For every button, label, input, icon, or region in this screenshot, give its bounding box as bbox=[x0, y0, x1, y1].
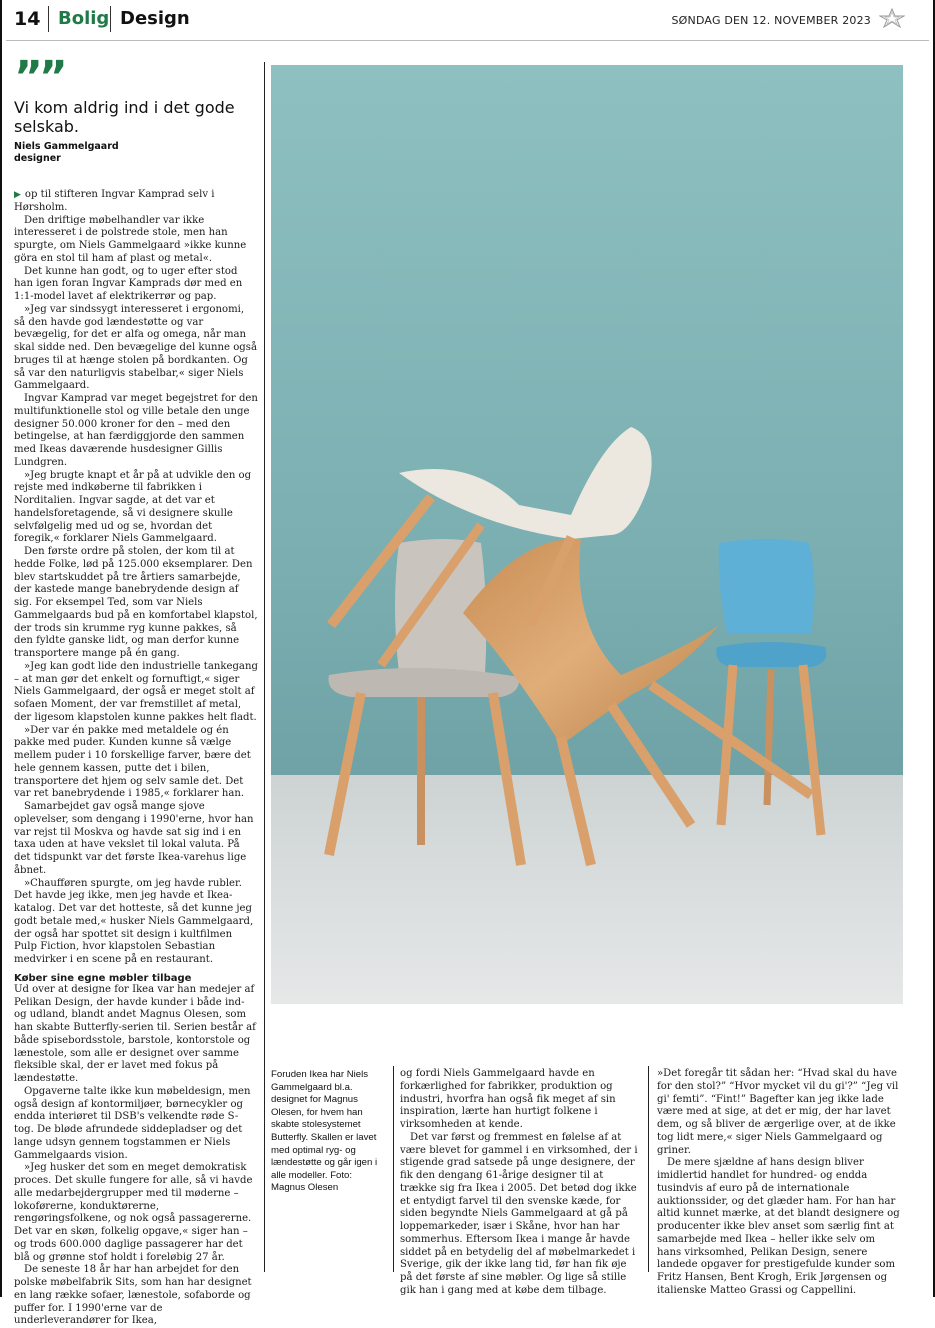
paragraph: Det var først og fremmest en følelse af at være blevet for gammel i en virksomhed, der i stigende grad satsede på unge designere, der fik den dengang 61-årige designer til at trække sig fra Ikea i 2005. Det betød dog ikke et entydigt farvel til den svenske kæde, for siden begyndte Niels Gammelgaard at gå på loppemarkeder, især i Skåne, hvor han har sommerhus. Eftersom Ikea i mange år havde siddet på en betydelig del af møbelmarkedet i Sverige, gik der ikke lang tid, før han fik øje på det første af sine møbler. Og lige så stille gik han i gang med at købe dem tilbage. bbox=[400, 1131, 638, 1296]
pull-quote-text: Vi kom aldrig ind i det gode selskab. bbox=[14, 98, 235, 136]
paragraph: Den driftige møbelhandler var ikke interesseret i de polstrede stole, men han spurgte, om Niels Gammelgaard »ikke kunne göra en stol til ham af plast og metal«. bbox=[14, 214, 247, 264]
paragraph: Opgaverne talte ikke kun møbeldesign, men også design af kontormiljøer, børnecykler og endda interiøret til DSB's velkendte røde S-tog. De bløde afrundede siddepladser og det lange udsyn gennem togstammen er Niels Gammelgaards vision. bbox=[14, 1085, 251, 1161]
paragraph: »Jeg husker det som en meget demokratisk proces. Det skulle fungere for alle, så vi havde alle medarbejdergrupper med til møderne – lokoførerne, konduktørerne, rengøringsfolkene, og nok også passagererne. Det var en skøn, folkelig opgave,« siger han – og trods 600.000 daglige passagerer har det blå og grønne stof holdt i foreløbig 27 år. bbox=[14, 1162, 253, 1263]
paragraph: De mere sjældne af hans design bliver imidlertid handlet for hundred- og endda tusindvis af euro på de internationale auktionssider, og det glæder ham. For han har altid kunnet mærke, at det blandt designere og producenter ikke blev anset som særlig fint at samarbejde med Ikea – heller ikke selv om hans virksomhed, Pelikan Design, senere landede opgaver for prestigefulde kunder som Fritz Hansen, Bent Krogh, Erik Jørgensen og italienske Matteo Grassi og Cappellini. bbox=[657, 1157, 900, 1296]
left-column bbox=[14, 52, 258, 1328]
quote-mark: ”” bbox=[14, 52, 64, 103]
column-divider bbox=[393, 1066, 394, 1272]
paragraph: ▶ op til stifteren Ingvar Kamprad selv i Hørsholm. bbox=[14, 189, 215, 213]
column-divider bbox=[648, 1066, 649, 1272]
dateline: SØNDAG DEN 12. NOVEMBER 2023 bbox=[671, 14, 871, 27]
paragraph: Ingvar Kamprad var meget begejstret for den multifunktionelle stol og ville betale den unge designer 50.000 kroner for den – med den betingelse, at han færdiggjorde den sammen med Ikeas daværende husdesigner Gillis Lundgren. bbox=[14, 393, 258, 468]
column-3 bbox=[400, 1068, 642, 1298]
paragraph: Ud over at designe for Ikea var han medejer af Pelikan Design, der havde kunder i både ind- og udland, blandt andet Magnus Olesen, som han skabte Butterfly-serien til. Serien består af både spisebordsstole, barstole, kontorstole og lænestole, som alle er designet over samme fleksible skal, der er lavet med fokus på lændestøtte. bbox=[14, 983, 256, 1084]
paragraph: Samarbejdet gav også mange sjove oplevelser, som dengang i 1990'erne, hvor han var rejst til Moskva og havde sat sig ind i en taxa uden at have vekslet til lokal valuta. På det tidspunkt var det første Ikea-varehus lige åbnet. bbox=[14, 801, 254, 876]
header-rule bbox=[6, 40, 929, 41]
chairs-photo bbox=[271, 65, 903, 1004]
photo-caption: Foruden Ikea har Niels Gammelgaard bl.a. designet for Magnus Olesen, for hvem han skabte stolesystemet Butterfly. Skallen er lavet med optimal ryg- og lændestøtte og går igen i alle modeller. Foto: Magnus Olesen bbox=[271, 1069, 378, 1194]
paragraph: De seneste 18 år har han arbejdet for den polske møbelfabrik Sits, som han har designet en lang række sofaer, lænestole, sofaborde og puffer for. I 1990'erne var de underleverandører for Ikea, bbox=[14, 1264, 252, 1327]
pull-quote-role: designer bbox=[14, 153, 61, 164]
paragraph: og fordi Niels Gammelgaard havde en forkærlighed for fabrikker, produktion og industri, hvorfra han også fik meget af sin inspiration, lærte han hurtigt folkene i virksomheden at kende. bbox=[400, 1068, 616, 1130]
paragraph: Det kunne han godt, og to uger efter stod han igen foran Ingvar Kamprads dør med en 1:1-model lavet af elektrikerrør og pap. bbox=[14, 265, 243, 302]
subsection-label: Design bbox=[120, 8, 190, 29]
page-border-left bbox=[0, 0, 2, 1297]
header-divider bbox=[110, 6, 111, 32]
paragraph: »Chaufføren spurgte, om jeg havde rubler. Det havde jeg ikke, men jeg havde et Ikea-katalog. Det var det hotteste, så det kunne jeg godt betale med,« husker Niels Gammelgaard, der også har spottet sit design i kultfilmen Pulp Fiction, hvor klapstolen Sebastian medvirker i en scene på en restaurant. bbox=[14, 877, 254, 965]
continuation-arrow-icon: ▶ bbox=[14, 190, 21, 200]
star-logo-icon bbox=[879, 8, 905, 28]
paragraph: Den første ordre på stolen, der kom til at hedde Folke, lød på 125.000 eksemplarer. Den blev startskuddet på tre årtiers samarbejde, der kastede mange banebrydende design af sig. For eksempel Ted, som var Niels Gammelgaards bud på en komfortabel klapstol, der trods sin krumme ryg kunne pakkes, så den fyldte ganske lidt, og man derfor kunne transportere mange på én gang. bbox=[14, 546, 258, 659]
paragraph: »Jeg kan godt lide den industrielle tankegang – at man gør det enkelt og fornuftigt,« siger Niels Gammelgaard, der også er meget stolt af sofaen Moment, der var fremstillet af metal, der ligesom klapstolen kunne pakkes helt fladt. bbox=[14, 660, 258, 723]
section-label: Bolig bbox=[58, 8, 110, 29]
paragraph: »Det foregår tit sådan her: “Hvad skal du have for den stol?” “Hvor mycket vil du gi'?” “Jeg vil gi' femti”. “Fint!” Bagefter kan jeg ikke lade være med at sige, at det er mig, der har lavet dem, og så bliver de ærgerlige over, at de ikke tog lidt mere,« siger Niels Gammelgaard og griner. bbox=[657, 1068, 899, 1156]
subheading: Køber sine egne møbler tilbage bbox=[14, 972, 192, 984]
paragraph: »Jeg var sindssygt interesseret i ergonomi, så den havde god lændestøtte og var bevægelig, for det er alfa og omega, når man skal sidde ned. Den bevægelige del kunne også bruges til at hænge stolen på bordkanten. Og så var den naturligvis stabelbar,« siger Niels Gammelgaard. bbox=[14, 303, 257, 392]
masthead bbox=[0, 0, 935, 40]
page-number: 14 bbox=[14, 8, 41, 30]
column-divider bbox=[264, 62, 265, 1272]
article-body bbox=[14, 189, 258, 1328]
paragraph: »Jeg brugte knapt et år på at udvikle den og rejste med indkøberne til fabrikken i Norditalien. Ingvar sagde, at det var et handelsforetagende, så vi designere skulle selvfølgelig med ud og se, hvordan det foregik,« forklarer Niels Gammelgaard. bbox=[14, 469, 252, 545]
paragraph: »Der var én pakke med metaldele og én pakke med puder. Kunden kunne så vælge mellem puder i 10 forskellige farver, bære det hele gennem kassen, putte det i bilen, transportere det hjem og selv samle det. Det var ret banebrydende i 1985,« forklarer han. bbox=[14, 724, 251, 800]
column-4 bbox=[657, 1068, 901, 1298]
pull-quote-name: Niels Gammelgaard bbox=[14, 141, 119, 152]
header-divider bbox=[48, 6, 49, 32]
